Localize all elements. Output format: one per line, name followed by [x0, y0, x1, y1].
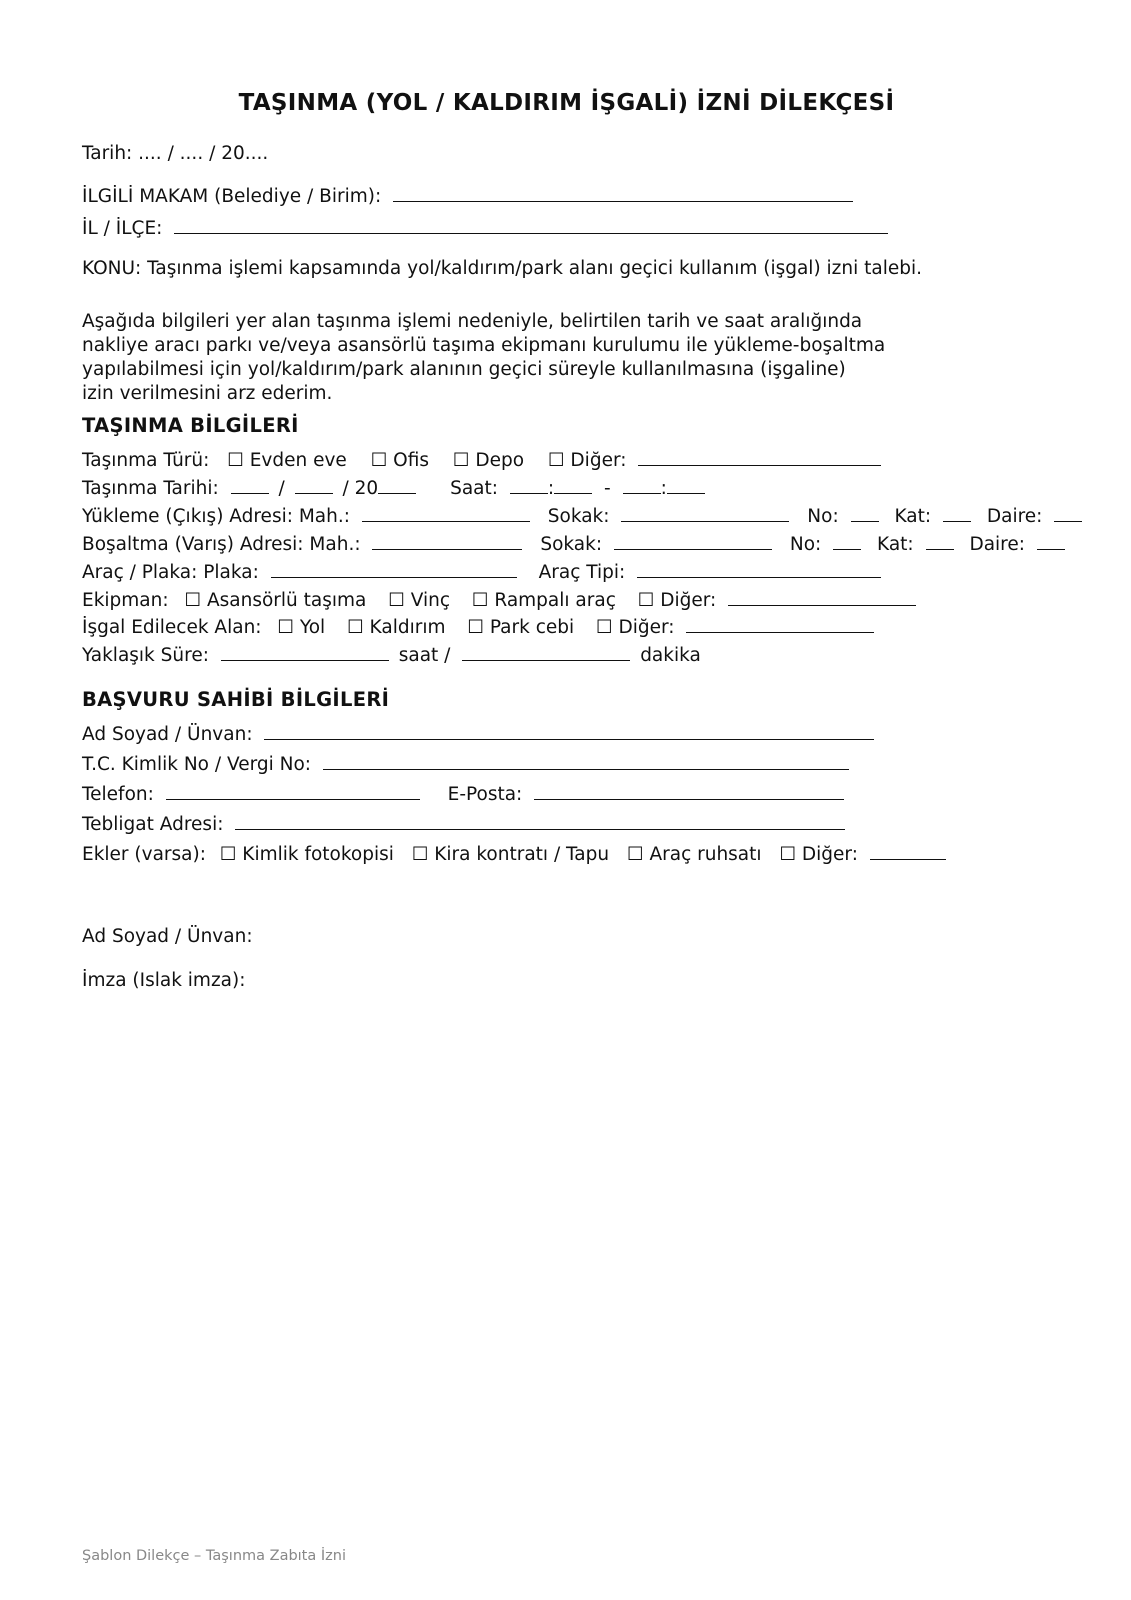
- paragraph-line: yapılabilmesi için yol/kaldırım/park alanının geçici süreyle kullanılmasına (işgaline): [82, 359, 846, 380]
- time-colon: :: [547, 478, 555, 499]
- time-start-minute-field[interactable]: [554, 475, 592, 494]
- checkbox-office[interactable]: ☐ Ofis: [370, 450, 430, 471]
- time-start-hour-field[interactable]: [510, 475, 548, 494]
- address-label: Tebligat Adresi:: [82, 814, 224, 835]
- checkbox-lease-deed[interactable]: ☐ Kira kontratı / Tapu: [411, 844, 610, 865]
- attachments-row: [82, 841, 946, 867]
- equipment-other-field[interactable]: [728, 587, 916, 606]
- unloading-floor-label: Kat:: [877, 534, 914, 555]
- loading-no-label: No:: [807, 506, 839, 527]
- date-month-field[interactable]: [295, 475, 333, 494]
- loading-floor-label: Kat:: [894, 506, 932, 527]
- date-line: Tarih: .... / .... / 20....: [82, 143, 269, 164]
- address-field[interactable]: [235, 811, 845, 830]
- loading-apt-field[interactable]: [1054, 503, 1082, 522]
- applicant-id-field[interactable]: [323, 751, 849, 770]
- vehicle-plate-field[interactable]: [271, 559, 517, 578]
- unloading-floor-field[interactable]: [926, 531, 954, 550]
- vehicle-plate-label: Araç / Plaka: Plaka:: [82, 562, 259, 583]
- moving-type-row: [82, 447, 881, 473]
- checkbox-crane[interactable]: ☐ Vinç: [388, 590, 451, 611]
- applicant-name-label: Ad Soyad / Ünvan:: [82, 724, 253, 745]
- signature-label: İmza (Islak imza):: [82, 970, 246, 991]
- vehicle-type-label: Araç Tipi:: [538, 562, 626, 583]
- unloading-apt-field[interactable]: [1037, 531, 1065, 550]
- minutes-label: dakika: [640, 645, 701, 666]
- unloading-street-field[interactable]: [614, 531, 772, 550]
- loading-apt-label: Daire:: [986, 506, 1043, 527]
- moving-type-other-field[interactable]: [638, 447, 881, 466]
- unloading-no-label: No:: [789, 534, 822, 555]
- subject-line: KONU: Taşınma işlemi kapsamında yol/kaldırım/park alanı geçici kullanım (işgal) izni talebi.: [82, 258, 923, 279]
- applicant-name-row: [82, 721, 874, 747]
- paragraph-line: izin verilmesini arz ederim.: [82, 383, 333, 404]
- unloading-apt-label: Daire:: [969, 534, 1025, 555]
- applicant-address-row: [82, 811, 845, 837]
- authority-field[interactable]: [393, 183, 853, 202]
- duration-hours-field[interactable]: [221, 642, 389, 661]
- page-title: TAŞINMA (YOL / KALDIRIM İŞGALİ) İZNİ DİLEKÇESİ: [238, 90, 895, 116]
- checkbox-id-copy[interactable]: ☐ Kimlik fotokopisi: [219, 844, 394, 865]
- duration-row: [82, 642, 701, 668]
- time-dash: -: [604, 478, 611, 499]
- equipment-row: [82, 587, 916, 613]
- applicant-contact-row: [82, 781, 844, 807]
- authority-row: [82, 183, 853, 209]
- signature-name-label: Ad Soyad / Ünvan:: [82, 926, 253, 947]
- phone-field[interactable]: [166, 781, 420, 800]
- occupied-area-label: İşgal Edilecek Alan:: [82, 617, 262, 638]
- equipment-label: Ekipman:: [82, 590, 169, 611]
- hours-label: saat /: [398, 645, 451, 666]
- time-colon: :: [660, 478, 667, 499]
- unloading-address-label: Boşaltma (Varış) Adresi: Mah.:: [82, 534, 361, 555]
- time-end-hour-field[interactable]: [623, 475, 661, 494]
- applicant-id-row: [82, 751, 849, 777]
- unloading-address-row: [82, 531, 1065, 557]
- moving-date-row: [82, 475, 705, 501]
- loading-no-field[interactable]: [851, 503, 879, 522]
- attachments-label: Ekler (varsa):: [82, 844, 206, 865]
- vehicle-row: [82, 559, 881, 585]
- checkbox-ramp[interactable]: ☐ Rampalı araç: [471, 590, 616, 611]
- checkbox-area-other[interactable]: ☐ Diğer:: [596, 617, 675, 638]
- paragraph-line: Aşağıda bilgileri yer alan taşınma işlemi nedeniyle, belirtilen tarih ve saat aralığında: [82, 311, 863, 332]
- date-day-field[interactable]: [231, 475, 269, 494]
- checkbox-equipment-other[interactable]: ☐ Diğer:: [637, 590, 717, 611]
- date-year-field[interactable]: [378, 475, 416, 494]
- applicant-id-label: T.C. Kimlik No / Vergi No:: [82, 754, 312, 775]
- loading-neighborhood-field[interactable]: [362, 503, 530, 522]
- date-year-prefix: / 20: [342, 478, 379, 499]
- loading-address-label: Yükleme (Çıkış) Adresi: Mah.:: [82, 506, 350, 527]
- checkbox-parking-bay[interactable]: ☐ Park cebi: [467, 617, 575, 638]
- applicant-info-heading: BAŞVURU SAHİBİ BİLGİLERİ: [82, 688, 390, 711]
- vehicle-type-field[interactable]: [637, 559, 881, 578]
- moving-date-label: Taşınma Tarihi:: [82, 478, 219, 499]
- paragraph-line: nakliye aracı parkı ve/veya asansörlü taşıma ekipmanı kurulumu ile yükleme-boşaltma: [82, 335, 886, 356]
- unloading-street-label: Sokak:: [540, 534, 603, 555]
- checkbox-attachment-other[interactable]: ☐ Diğer:: [779, 844, 858, 865]
- moving-info-heading: TAŞINMA BİLGİLERİ: [82, 414, 299, 437]
- email-field[interactable]: [534, 781, 844, 800]
- checkbox-road[interactable]: ☐ Yol: [277, 617, 326, 638]
- time-label: Saat:: [450, 478, 498, 499]
- checkbox-lift[interactable]: ☐ Asansörlü taşıma: [184, 590, 367, 611]
- city-label: İL / İLÇE:: [82, 218, 163, 239]
- loading-street-label: Sokak:: [547, 506, 610, 527]
- moving-type-label: Taşınma Türü:: [82, 450, 210, 471]
- occupied-area-row: [82, 614, 874, 640]
- loading-street-field[interactable]: [621, 503, 789, 522]
- checkbox-home[interactable]: ☐ Evden eve: [227, 450, 347, 471]
- request-paragraph: [82, 310, 982, 406]
- duration-minutes-field[interactable]: [462, 642, 630, 661]
- date-separator: /: [278, 478, 285, 499]
- city-field[interactable]: [174, 215, 888, 234]
- city-row: [82, 215, 888, 241]
- checkbox-other[interactable]: ☐ Diğer:: [547, 450, 627, 471]
- time-end-minute-field[interactable]: [667, 475, 705, 494]
- phone-label: Telefon:: [82, 784, 154, 805]
- area-other-field[interactable]: [686, 614, 874, 633]
- unloading-neighborhood-field[interactable]: [372, 531, 522, 550]
- checkbox-storage[interactable]: ☐ Depo: [452, 450, 525, 471]
- email-label: E-Posta:: [447, 784, 523, 805]
- loading-address-row: [82, 503, 1082, 529]
- loading-floor-field[interactable]: [943, 503, 971, 522]
- duration-label: Yaklaşık Süre:: [82, 645, 209, 666]
- footer-text: Şablon Dilekçe – Taşınma Zabıta İzni: [82, 1548, 346, 1564]
- attachment-other-field[interactable]: [870, 841, 946, 860]
- checkbox-vehicle-license[interactable]: ☐ Araç ruhsatı: [627, 844, 762, 865]
- applicant-name-field[interactable]: [264, 721, 874, 740]
- unloading-no-field[interactable]: [833, 531, 861, 550]
- checkbox-sidewalk[interactable]: ☐ Kaldırım: [347, 617, 446, 638]
- authority-label: İLGİLİ MAKAM (Belediye / Birim):: [82, 186, 382, 207]
